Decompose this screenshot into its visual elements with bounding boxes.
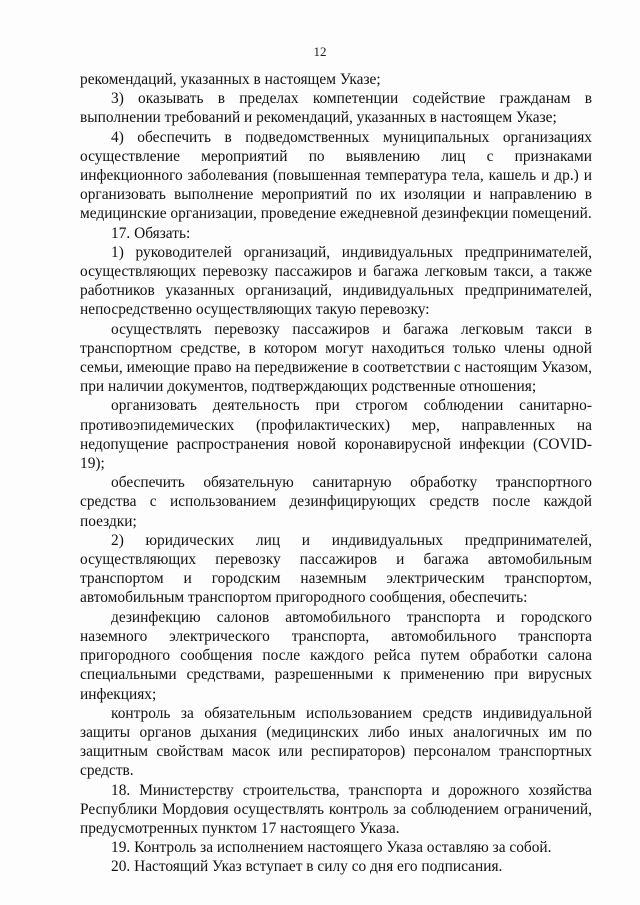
- paragraph-salon-disinfection: дезинфекцию салонов автомобильного транспорта и городского наземного электрического транспорта, автомобильного транспорта пригородного сообщения после каждого рейса путем обработки салона специальными средствами, разрешенными к применению при вирусных инфекциях;: [80, 608, 592, 703]
- paragraph-section-19: 19. Контроль за исполнением настоящего Указа оставляю за собой.: [111, 839, 552, 857]
- paragraph-section-20: 20. Настоящий Указ вступает в силу со дня его подписания.: [111, 858, 503, 876]
- paragraph-item-4: 4) обеспечить в подведомственных муниципальных организациях осуществление мероприятий по выявлению лиц с признаками инфекционного заболевания (повышенная температура тела, кашель и др.) и организовать выполнение мероприятий по их изоляции и направлению в медицинские организации, проведение ежедневной дезинфекции помещений.: [80, 128, 592, 223]
- paragraph-vehicle-disinfection: обеспечить обязательную санитарную обработку транспортного средства с использованием дезинфицирующих средств после каждой поездки;: [80, 474, 592, 530]
- paragraph-continuation: рекомендаций, указанных в настоящем Указе;: [80, 71, 381, 88]
- paragraph-17-1: 1) руководителей организаций, индивидуальных предпринимателей, осуществляющих перевозку пассажиров и багажа легковым такси, а также работников указанных организаций, индивидуальных предпринимателей, непосредственно осуществляющих такую перевозку:: [80, 243, 592, 319]
- paragraph-item-3: 3) оказывать в пределах компетенции содействие гражданам в выполнении требований и рекомендаций, указанных в настоящем Указе;: [80, 90, 592, 127]
- paragraph-taxi-transport: осуществлять перевозку пассажиров и багажа легковым такси в транспортном средстве, в котором могут находиться только члены одной семьи, имеющие право на передвижение в соответствии с настоящим Указом, при наличии документов, подтверждающих родственные отношения;: [80, 320, 592, 396]
- paragraph-mask-control: контроль за обязательным использованием средств индивидуальной защиты органов дыхания (медицинских либо иных аналогичных им по защитным свойствам масок или респираторов) персоналом транспортных средств.: [80, 704, 592, 780]
- page-number: 12: [313, 44, 327, 59]
- document-body: [80, 70, 592, 877]
- paragraph-17-2: 2) юридических лиц и индивидуальных предпринимателей, осуществляющих перевозку пассажиров и багажа автомобильным транспортом и городским наземным электрическим транспортом, автомобильным транспортом пригородного сообщения, обеспечить:: [80, 531, 592, 607]
- paragraph-sanitary-measures: организовать деятельность при строгом соблюдении санитарно-противоэпидемических (профилактических) мер, направленных на недопущение распространения новой коронавирусной инфекции (COVID-19);: [80, 397, 592, 473]
- paragraph-section-17: 17. Обязать:: [111, 224, 191, 242]
- paragraph-section-18: 18. Министерству строительства, транспорта и дорожного хозяйства Республики Мордовия осуществлять контроль за соблюдением ограничений, предусмотренных пунктом 17 настоящего Указа.: [80, 781, 592, 837]
